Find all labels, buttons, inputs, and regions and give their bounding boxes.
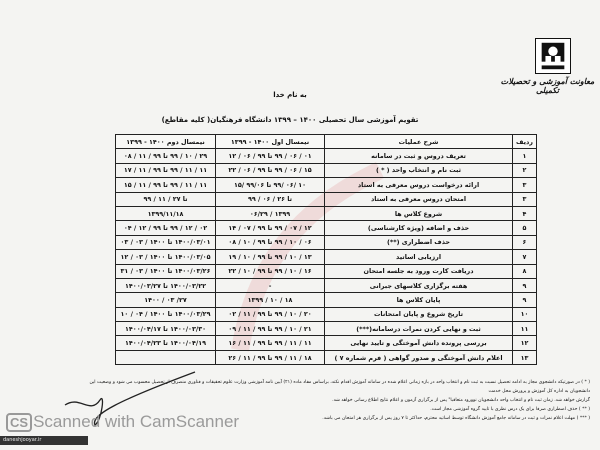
table-cell: ۱۸ / ۱۰ / ۱۳۹۹ — [216, 293, 325, 307]
table-cell: ۳ — [513, 192, 537, 206]
table-cell: ۹ — [513, 293, 537, 307]
table-cell: ۱۴۰۰/۰۳/۲۲ تا ۱۴۰۰/۰۳/۲۷ — [116, 278, 216, 292]
table-cell: هفته برگزاری کلاسهای جبرانی — [325, 278, 513, 292]
table-row — [116, 336, 537, 350]
table-cell: ۱۵ / ۰۶ / ۹۹ تا ۹۹ / ۰۶ / ۲۲ — [216, 163, 325, 177]
table-cell: ۱۴۰۰/۰۳/۰۱ تا ۱۴۰۰ / ۰۳ / ۰۳ — [116, 235, 216, 249]
column-header: ردیف — [513, 135, 537, 149]
table-cell: تاریخ شروع و پایان امتحانات — [325, 307, 513, 321]
table-cell: ۰۱ / ۰۶ / ۹۹ تا ۹۹ / ۰۶ / ۱۲ — [216, 149, 325, 163]
camscanner-watermark — [6, 412, 239, 432]
table-cell: اعلام دانش آموختگی و صدور گواهی ( فرم شماره ۷ ) — [325, 350, 513, 364]
table-cell: ۰۶ / ۱۰ / ۹۹ تا ۹۹ / ۱۰ / ۰۸ — [216, 235, 325, 249]
table-cell: ۱۴۰۰/۰۳/۲۹ تا ۱۴۰۰ / ۰۴ / ۱۰ — [116, 307, 216, 321]
column-header: نیمسال دوم ۱۴۰۰ - ۱۳۹۹ — [116, 135, 216, 149]
table-row — [116, 278, 537, 292]
table-row — [116, 322, 537, 336]
table-cell: ثبت نام و انتخاب واحد ( * ) — [325, 163, 513, 177]
table-cell: ۷ — [513, 250, 537, 264]
table-cell: ۱۴۰۰/۰۴/۱۹ تا ۱۴۰۰/۰۴/۲۳ — [116, 336, 216, 350]
table-cell: ۶ — [513, 235, 537, 249]
table-cell: دریافت کارت ورود به جلسه امتحان — [325, 264, 513, 278]
table-cell: ۱۳۹۹/۱۱/۱۸ — [116, 206, 216, 220]
table-cell: شروع کلاس ها — [325, 206, 513, 220]
table-row — [116, 206, 537, 220]
table-cell: ۱۲ — [513, 336, 537, 350]
table-cell: ۹ — [513, 278, 537, 292]
footnote: ( ** ) حذف اضطراری صرفا برای یک درس نظری با تایید گروه آموزشی مجاز است. — [430, 407, 590, 412]
table-row — [116, 192, 537, 206]
table-cell: ۱ — [513, 149, 537, 163]
table-cell: ۲۷/ ۰۳ / ۱۴۰۰ — [116, 293, 216, 307]
table-cell: تعریف دروس و ثبت در سامانه — [325, 149, 513, 163]
bismillah: به نام خدا — [273, 91, 307, 99]
table-cell: ۱۰ /۰۶ /۹۹ تا ۹۹/۰۶ /۱۵ — [216, 178, 325, 192]
table-row — [116, 163, 537, 177]
table-cell: حذف اضطراری (**) — [325, 235, 513, 249]
table-cell: ۱۶ / ۱۰ / ۹۹ تا ۹۹ / ۱۰ / ۲۲ — [216, 264, 325, 278]
table-cell: ۱۳ / ۱۰ / ۹۹ تا ۹۹ / ۱۰ / ۱۹ — [216, 250, 325, 264]
table-cell: ۱۰ — [513, 307, 537, 321]
table-row — [116, 178, 537, 192]
academic-calendar-table — [115, 134, 537, 365]
table-cell: ۱۴۰۰/۰۳/۲۶ تا ۱۴۰۰ / ۰۳ / ۳۱ — [116, 264, 216, 278]
column-header: نیمسال اول ۱۴۰۰ - ۱۳۹۹ — [216, 135, 325, 149]
table-cell: ۱۳ — [513, 350, 537, 364]
table-cell: ارائه درخواست دروس معرفی به استاد — [325, 178, 513, 192]
table-cell: ۵ — [513, 221, 537, 235]
table-row — [116, 307, 537, 321]
table-cell: تا ۲۷ / ۱۱ / ۹۹ — [116, 192, 216, 206]
document-title: تقویم آموزشی سال تحصیلی ۱۴۰۰ – ۱۳۹۹ دانشگاه فرهنگیان( کلیه مقاطع) — [161, 116, 419, 124]
table-cell — [116, 350, 216, 364]
table-cell: ۲۹ / ۱۰ / ۹۹ تا ۹۹ / ۱۱ / ۰۸ — [116, 149, 216, 163]
table-cell: ارزیابی اساتید — [325, 250, 513, 264]
footnote: ( * ) در صورتیکه دانشجوی مجاز به ادامه تحصیل نسبت به ثبت نام و انتخاب واحد در بازه زمانی اعلام شده در سامانه آموزش اقدام نکند، براساس مفاد ماده (۲۱) آیین نامه آموزشی وزارت علوم تحقیقات و فناوری منصرف از تحصیل محسوب می شود و وضعیت این دانشجویان به اداره کل آموزش و پرورش محل خدمت — [89, 380, 590, 394]
footnote: ( *** ) مهلت اعلام نمرات و ثبت در سامانه جامع آموزش دانشگاه توسط اساتید محترم، حداکثر تا ۷ روز پس از برگزاری هر امتحان می باشد. — [322, 416, 590, 421]
table-cell: ۰۲ / ۱۲ / ۹۹ تا ۹۹ / ۱۲ / ۰۴ — [116, 221, 216, 235]
university-logo — [535, 38, 571, 74]
table-cell: ۸ — [513, 264, 537, 278]
table-row — [116, 221, 537, 235]
table-row — [116, 293, 537, 307]
table-row — [116, 235, 537, 249]
table-cell: بررسی پرونده دانش آموختگی و تایید نهایی — [325, 336, 513, 350]
table-cell: ۱۸ / ۱۱ / ۹۹ تا ۹۹ / ۱۱ / ۲۶ — [216, 350, 325, 364]
table-cell: حذف و اضافه (ویژه کارشناسی) — [325, 221, 513, 235]
table-cell: - — [216, 278, 325, 292]
table-cell: ۲ — [513, 163, 537, 177]
table-cell: ثبت و نهایی کردن نمرات درسامانه(***) — [325, 322, 513, 336]
table-cell: ۱۴۰۰/۰۳/۳۰ تا ۱۴۰۰/۰۴/۱۷ — [116, 322, 216, 336]
table-cell: ۱۳۹۹ / ۰۶/۲۹ — [216, 206, 325, 220]
table-cell: پایان کلاس ها — [325, 293, 513, 307]
column-header: شرح عملیات — [325, 135, 513, 149]
source-strip: daneshjooyar.ir — [0, 436, 88, 445]
table-cell: ۱۱ — [513, 322, 537, 336]
table-cell: ۱۱ / ۱۱ / ۹۹ تا ۹۹ / ۱۱ / ۱۵ — [116, 178, 216, 192]
footnote: گزارش خواهد شد. زمان ثبت نام و انتخاب واحد دانشجویان نوورود متعاقبا" پس از برگزاری آزمون و اعلام نتایج اطلاع رسانی خواهد شد. — [332, 398, 590, 403]
table-cell: ۲۱ / ۱۰ / ۹۹ تا ۹۹ / ۱۱ / ۰۹ — [216, 322, 325, 336]
table-cell: تا ۲۶ / ۰۶ / ۹۹ — [216, 192, 325, 206]
table-cell: ۱۱ / ۱۱ / ۹۹ تا ۹۹ / ۱۱ / ۱۷ — [116, 163, 216, 177]
camscanner-badge: CS — [6, 413, 32, 432]
table-row — [116, 350, 537, 364]
table-cell: ۱۲ / ۰۷ / ۹۹ تا ۹۹ / ۰۷ / ۱۴ — [216, 221, 325, 235]
table-cell: ۳ — [513, 178, 537, 192]
table-cell: ۱۱ / ۱۱ / ۹۹ تا ۹۹ / ۱۱ / ۱۶ — [216, 336, 325, 350]
table-row — [116, 264, 537, 278]
table-cell: ۲۰ / ۱۰ / ۹۹ تا ۹۹ / ۱۱ / ۰۲ — [216, 307, 325, 321]
logo-caption: معاونت آموزشی و تحصیلات تکمیلی — [500, 77, 595, 95]
table-row — [116, 149, 537, 163]
table-cell: ۴ — [513, 206, 537, 220]
table-cell: ۱۴۰۰/۰۳/۰۵ تا ۱۴۰۰ / ۰۳ / ۱۲ — [116, 250, 216, 264]
camscanner-text: Scanned with CamScanner — [33, 412, 240, 431]
table-row — [116, 250, 537, 264]
table-cell: امتحان دروس معرفی به استاد — [325, 192, 513, 206]
